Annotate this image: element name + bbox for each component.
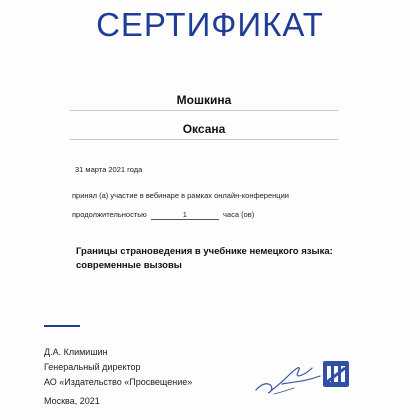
webinar-topic: Границы страноведения в учебнике немецкого языка: современные вызовы [76,246,333,271]
recipient-first-name: Оксана [70,122,338,136]
duration-value: 1 [151,210,219,220]
duration-label: продолжительностью [72,210,147,219]
duration-unit: часа (ов) [222,210,255,219]
recipient-surname: Мошкина [70,93,338,107]
signature-icon [252,356,324,398]
place-year: Москва, 2021 [44,396,100,406]
signer-organization: АО «Издательство «Просвещение» [44,377,193,387]
signer-name: Д.А. Климишин [44,347,108,357]
participation-statement: принял (а) участие в вебинаре в рамках онлайн-конференции [72,191,289,200]
publisher-logo-icon [322,360,350,388]
signer-position: Генеральный директор [44,362,141,372]
certificate-title: СЕРТИФИКАТ [96,6,324,43]
duration-row [72,210,254,220]
signature-divider [44,325,80,327]
event-date: 31 марта 2021 года [75,165,143,174]
